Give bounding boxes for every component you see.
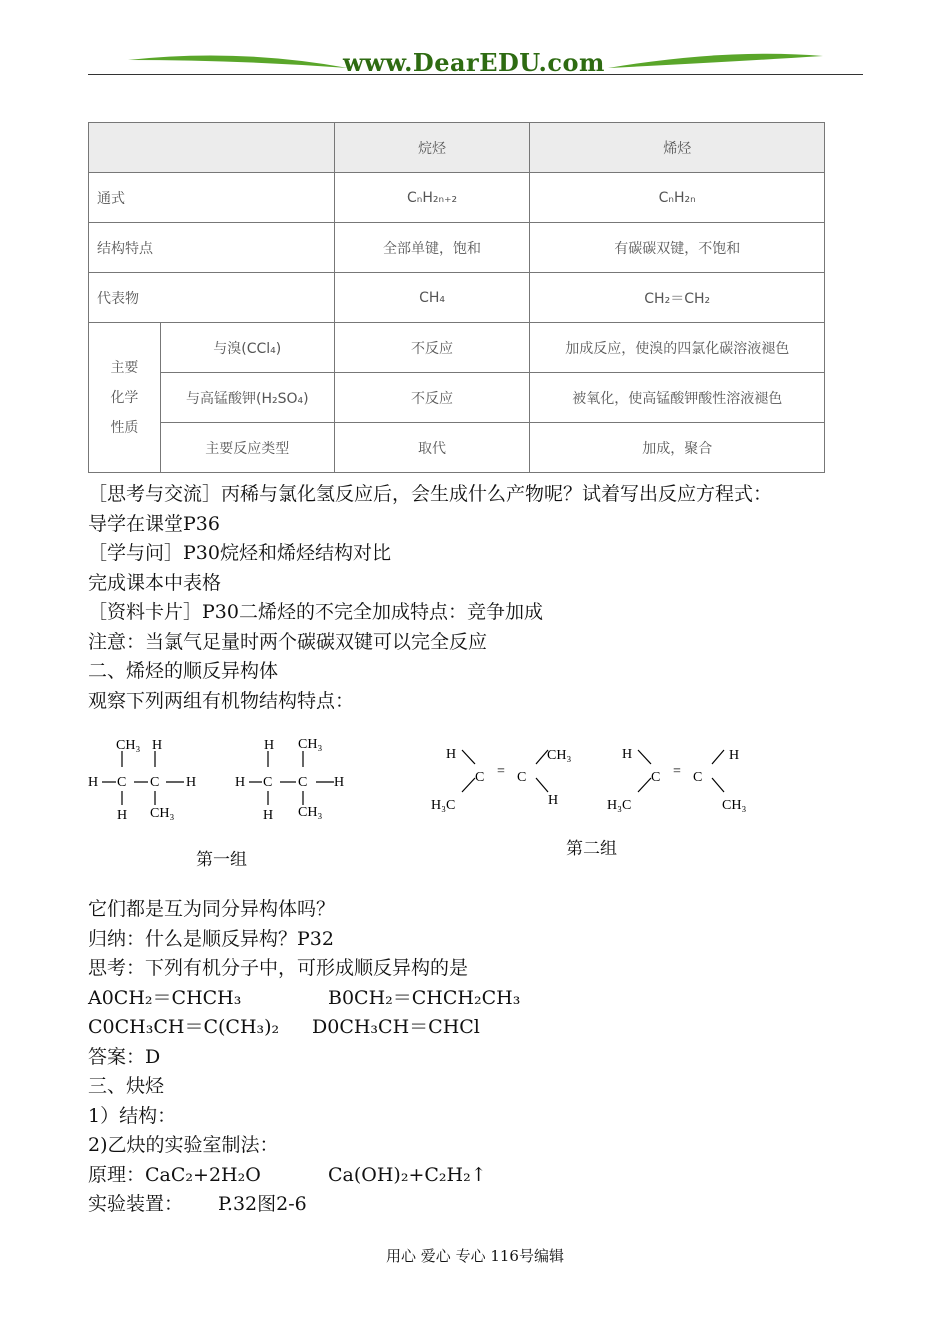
atom-label: = [497,764,505,779]
alkane-alkene-table [88,122,825,473]
atom-label: C [298,775,308,790]
cell-alkene: 被氧化，使高锰酸钾酸性溶液褪色 [530,373,825,423]
option-a: A0CH₂＝CHCH₃ [88,987,242,1009]
atom-label: H [88,775,99,790]
body-line: 导学在课堂P36 [88,513,220,535]
cell-alkene: CₙH₂ₙ [530,173,825,223]
cell-alkene: CH₂＝CH₂ [530,273,825,323]
body-line: 完成课本中表格 [88,572,222,594]
atom-label: CH₃ [116,738,141,753]
main-properties-label: 主要 化学 性质 [89,323,161,473]
header-divider [88,74,863,75]
logo-text: www.DearEDU.com [343,48,605,77]
atom-label: C [117,775,127,790]
atom-label: H [186,775,197,790]
cell-alkene: 加成反应，使溴的四氯化碳溶液褪色 [530,323,825,373]
row-label: 代表物 [89,273,335,323]
atom-label: H [729,748,740,763]
body-line: 归纳：什么是顺反异构？P32 [88,928,334,950]
atom-label: H [235,775,246,790]
cell-alkene: 有碳碳双键，不饱和 [530,223,825,273]
atom-label: H [117,808,128,823]
body-line: 它们都是互为同分异构体吗？ [88,898,336,920]
atom-label: C [475,770,485,785]
table-corner-cell [89,123,335,173]
section-heading: 二、烯烃的顺反异构体 [88,660,279,682]
atom-label: H₃C [607,798,632,813]
col-header-alkene: 烯烃 [530,123,825,173]
body-line: 1）结构： [88,1105,177,1127]
cell-alkene: 加成，聚合 [530,423,825,473]
col-header-alkane: 烷烃 [334,123,530,173]
atom-label: CH₃ [298,805,323,820]
table-row [89,423,825,473]
sub-row-label: 与高锰酸钾(H₂SO₄) [160,373,334,423]
atom-label: H [152,738,163,753]
atom-label: H [334,775,345,790]
body-line: 观察下列两组有机物结构特点： [88,690,355,712]
table-row [89,273,825,323]
answer-line: 答案：D [88,1046,161,1068]
option-c: C0CH₃CH＝C(CH₃)₂ [88,1016,280,1038]
table-row [89,173,825,223]
atom-label: CH₃ [722,798,747,813]
reaction-right: Ca(OH)₂+C₂H₂↑ [328,1164,487,1186]
body-line: 注意：当氯气足量时两个碳碳双键可以完全反应 [88,631,488,653]
body-line: ［学与问］P30烷烃和烯烃结构对比 [88,542,391,564]
atom-label: C [150,775,160,790]
atom-label: CH₃ [547,748,572,763]
cell-alkane: 不反应 [334,323,530,373]
atom-label: H [264,738,275,753]
sub-row-label: 与溴(CCl₄) [160,323,334,373]
cell-alkane: 取代 [334,423,530,473]
atom-label: C [517,770,527,785]
section-heading: 三、炔烃 [88,1075,165,1097]
atom-label: = [673,764,681,779]
atom-label: CH₃ [298,737,323,752]
atom-label: C [651,770,661,785]
group1-caption: 第一组 [196,850,247,870]
page-footer: 用心 爱心 专心 116号编辑 [386,1247,564,1265]
atom-label: C [263,775,273,790]
table-row [89,373,825,423]
body-line: 2)乙炔的实验室制法： [88,1134,279,1156]
atom-label: H₃C [431,798,456,813]
atom-label: H [622,747,633,762]
sub-row-label: 主要反应类型 [160,423,334,473]
cell-alkane: CH₄ [334,273,530,323]
apparatus-ref: P.32图2-6 [218,1193,307,1215]
table-header-row [89,123,825,173]
group2-bonds [420,740,780,830]
option-b: B0CH₂＝CHCH₂CH₃ [328,987,521,1009]
row-label: 通式 [89,173,335,223]
table-row [89,223,825,273]
row-label: 结构特点 [89,223,335,273]
cell-alkane: 不反应 [334,373,530,423]
atom-label: H [263,808,274,823]
cell-alkane: CₙH₂ₙ₊₂ [334,173,530,223]
apparatus-label: 实验装置： [88,1193,184,1215]
group2-caption: 第二组 [566,839,617,859]
cell-alkane: 全部单键，饱和 [334,223,530,273]
atom-label: H [548,793,559,808]
body-line: ［资料卡片］P30二烯烃的不完全加成特点：竞争加成 [88,601,543,623]
body-line: 思考：下列有机分子中，可形成顺反异构的是 [88,957,469,979]
option-d: D0CH₃CH＝CHCl [312,1016,480,1038]
atom-label: C [693,770,703,785]
table-row [89,323,825,373]
atom-label: CH₃ [150,806,175,821]
body-line: ［思考与交流］丙稀与氯化氢反应后，会生成什么产物呢？试着写出反应方程式： [88,483,773,505]
reaction-left: 原理：CaC₂+2H₂O [88,1164,261,1186]
atom-label: H [446,747,457,762]
